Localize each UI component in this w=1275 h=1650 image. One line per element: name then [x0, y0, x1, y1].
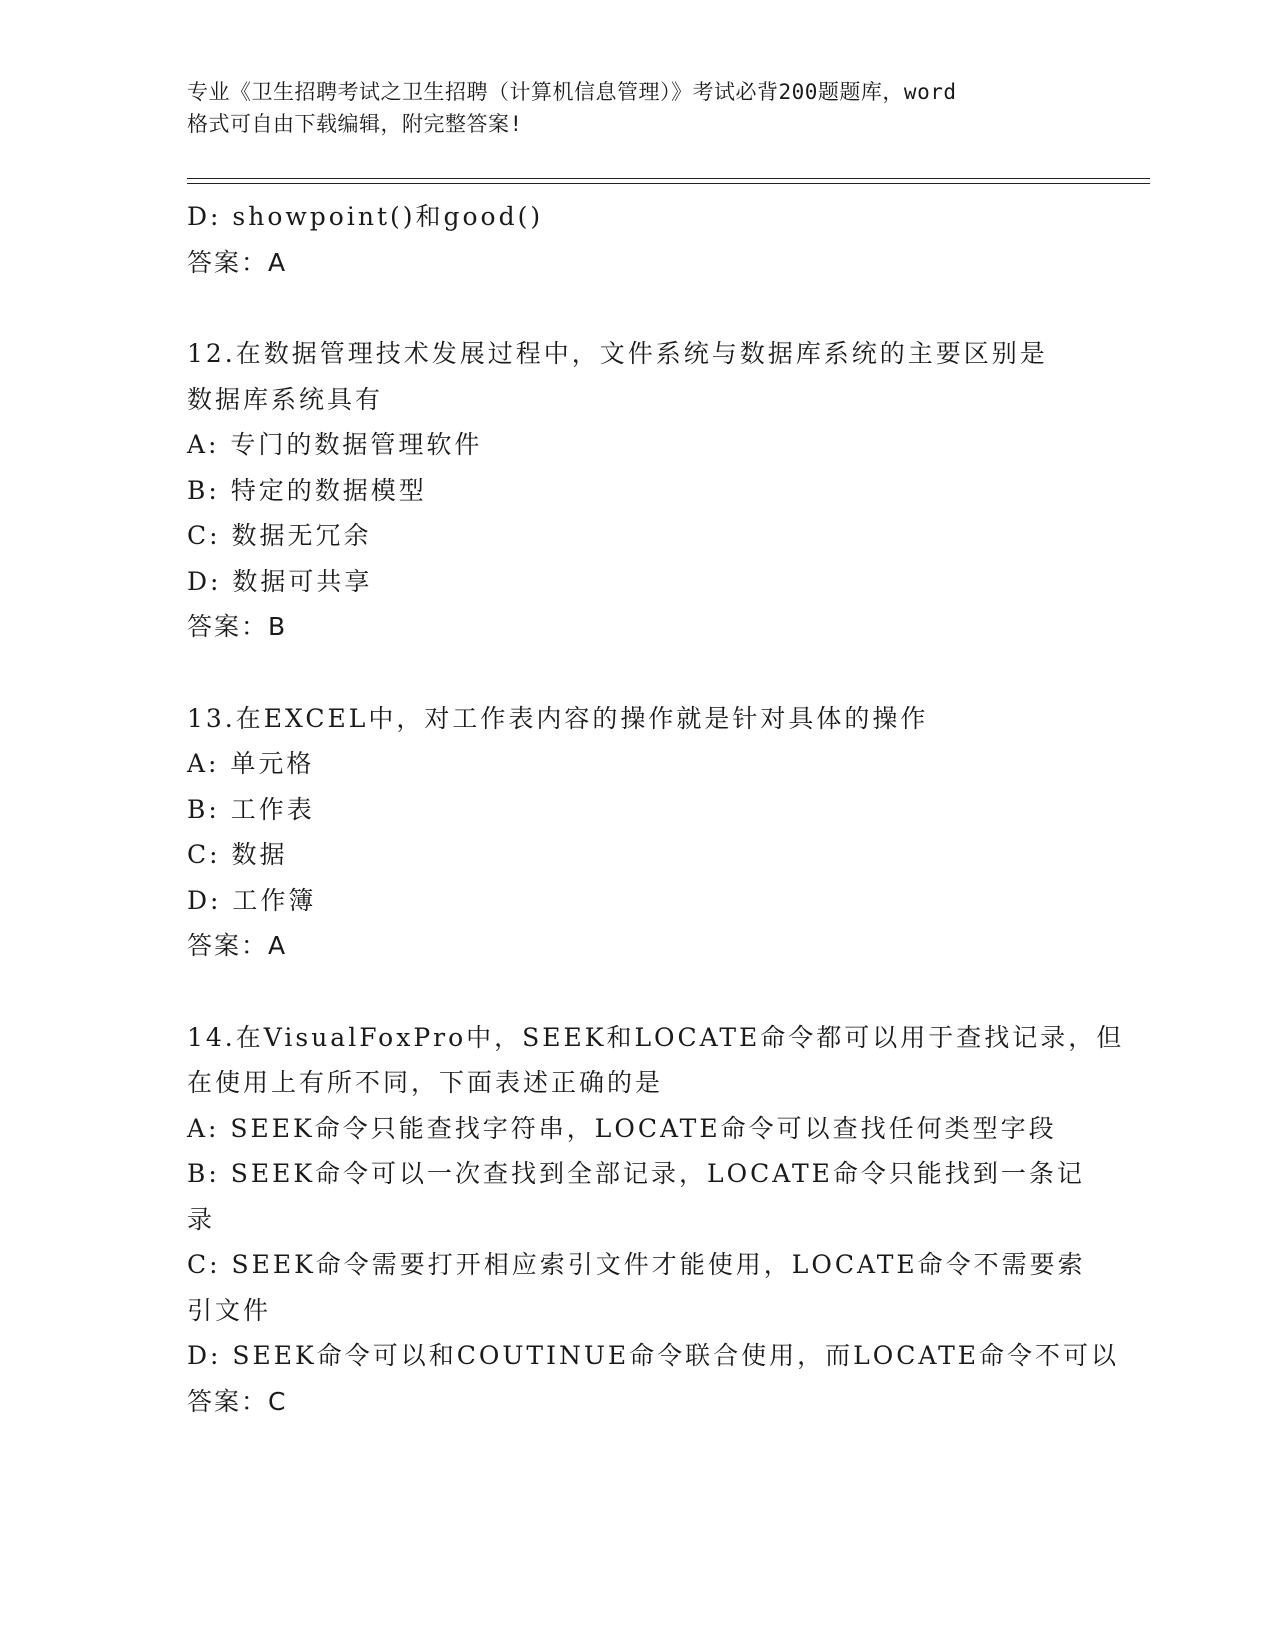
question-13	[187, 696, 1087, 969]
option-a: A: SEEK命令只能查找字符串，LOCATE命令可以查找任何类型字段	[187, 1113, 1057, 1143]
answer-label: 答案：B	[187, 612, 288, 641]
answer-label: 答案：A	[187, 247, 288, 277]
option-b-cont: 录	[187, 1204, 216, 1234]
question-stem-cont: 数据库系统具有	[187, 384, 384, 414]
header-divider-bottom	[187, 183, 1150, 184]
option-b: B: SEEK命令可以一次查找到全部记录，LOCATE命令只能找到一条记	[187, 1159, 1085, 1188]
option-b: B: 特定的数据模型	[187, 475, 427, 505]
option-a: A: 单元格	[187, 749, 315, 778]
option-c: C: 数据	[187, 840, 288, 869]
document-header	[187, 76, 1087, 140]
header-line-2: 格式可自由下载编辑，附完整答案!	[187, 112, 523, 136]
question-14	[187, 1015, 1125, 1425]
option-c-cont: 引文件	[187, 1295, 272, 1325]
question-stem: 12.在数据管理技术发展过程中，文件系统与数据库系统的主要区别是	[187, 339, 1048, 368]
option-c: C: 数据无冗余	[187, 521, 372, 550]
header-line-1: 专业《卫生招聘考试之卫生招聘（计算机信息管理）》考试必背200题题库，word	[187, 80, 957, 104]
question-stem-cont: 在使用上有所不同，下面表述正确的是	[187, 1068, 664, 1097]
option-d: D: 工作簿	[187, 885, 317, 915]
answer-label: 答案：C	[187, 1386, 288, 1416]
option-d: D: 数据可共享	[187, 566, 373, 596]
option-c: C: SEEK命令需要打开相应索引文件才能使用，LOCATE命令不需要索	[187, 1250, 1086, 1279]
option-a: A: 专门的数据管理软件	[187, 430, 483, 459]
question-list	[187, 194, 1125, 1424]
question-stem: 13.在EXCEL中，对工作表内容的操作就是针对具体的操作	[187, 703, 929, 733]
question-12	[187, 331, 1087, 650]
header-divider-top	[187, 178, 1150, 179]
option-d: D: showpoint()和good()	[187, 202, 544, 231]
question-stem: 14.在VisualFoxPro中，SEEK和LOCATE命令都可以用于查找记录，但	[187, 1022, 1125, 1052]
answer-label: 答案：A	[187, 931, 288, 960]
option-b: B: 工作表	[187, 794, 315, 824]
option-d: D: SEEK命令可以和COUTINUE命令联合使用，而LOCATE命令不可以	[187, 1341, 1119, 1370]
prev-question	[187, 194, 1087, 285]
